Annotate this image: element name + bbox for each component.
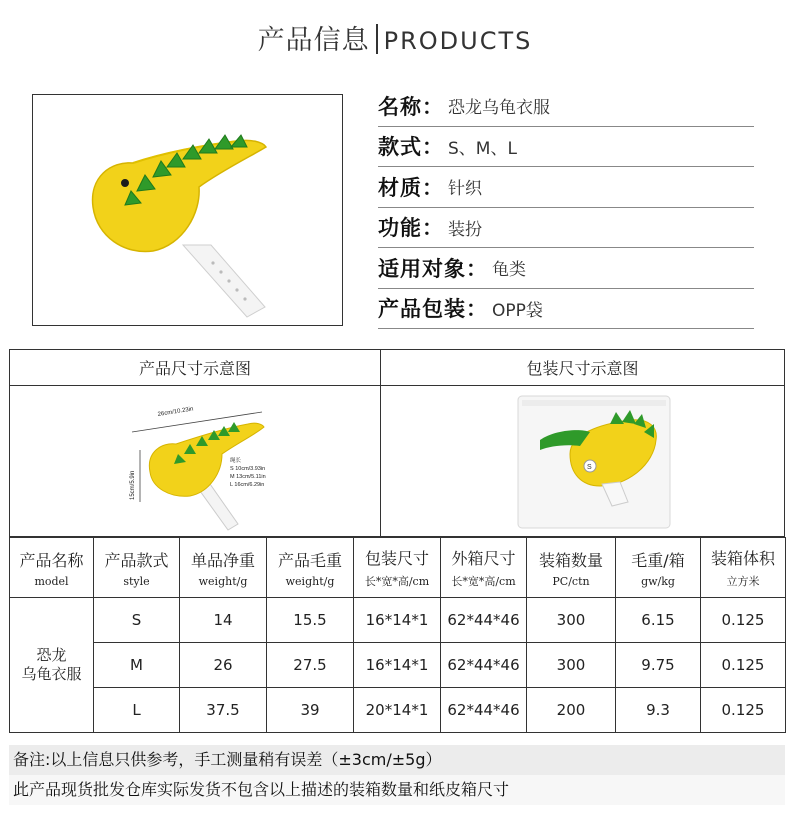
header-cell: 毛重/箱 gw/kg (616, 538, 701, 598)
size-tag-label: S (587, 464, 592, 471)
net-weight-cell: 26 (180, 643, 267, 688)
gross-weight-cell: 15.5 (267, 598, 354, 643)
package-diagram-title: 包装尺寸示意图 (381, 350, 784, 386)
spec-header-row (10, 538, 786, 598)
package-size-cell: 20*14*1 (354, 688, 441, 733)
page-header (0, 18, 790, 57)
table-row (10, 643, 786, 688)
net-weight-cell: 37.5 (180, 688, 267, 733)
note-line-2: 此产品现货批发仓库实际发货不包含以上描述的装箱数量和纸皮箱尺寸 (9, 775, 785, 805)
quantity-cell: 300 (527, 598, 616, 643)
info-key: 功能： (378, 216, 444, 241)
net-weight-cell: 14 (180, 598, 267, 643)
info-row-style (378, 127, 754, 168)
strap (183, 245, 265, 317)
strap-title-label: 绳长 (230, 458, 242, 464)
package-size-cell: 16*14*1 (354, 643, 441, 688)
notes-block (9, 745, 785, 805)
info-value: 龟类 (492, 260, 526, 281)
header-cell: 产品毛重 weight/g (267, 538, 354, 598)
info-value: 装扮 (448, 219, 482, 240)
diagram-section (9, 349, 785, 537)
strap-l-label: L 16cm/6.29in (230, 482, 265, 488)
package-diagram (510, 394, 680, 534)
header-cell: 装箱数量 PC/ctn (527, 538, 616, 598)
height-label: 15cm/5.9in (130, 470, 136, 500)
gross-weight-cell: 39 (267, 688, 354, 733)
volume-cell: 0.125 (701, 598, 786, 643)
info-value: 恐龙乌龟衣服 (448, 98, 550, 119)
header-cell: 装箱体积 立方米 (701, 538, 786, 598)
header-cell: 外箱尺寸 长*宽*高/cm (441, 538, 527, 598)
header-cell: 单品净重 weight/g (180, 538, 267, 598)
info-key: 材质： (378, 175, 444, 200)
dino-shell-illustration (33, 95, 343, 326)
section-divider (380, 350, 381, 538)
package-size-cell: 16*14*1 (354, 598, 441, 643)
note-line-1: 备注:以上信息只供参考，手工测量稍有误差（±3cm/±5g） (9, 745, 785, 775)
style-cell: L (94, 688, 180, 733)
strap-m-label: M 13cm/5.11in (230, 474, 266, 480)
volume-cell: 0.125 (701, 688, 786, 733)
product-info-list (378, 86, 754, 329)
style-cell: M (94, 643, 180, 688)
carton-weight-cell: 9.75 (616, 643, 701, 688)
carton-weight-cell: 9.3 (616, 688, 701, 733)
info-row-name (378, 86, 754, 127)
strap-s-label: S 10cm/3.93in (230, 466, 266, 472)
carton-size-cell: 62*44*46 (441, 643, 527, 688)
info-key: 产品包装： (378, 297, 488, 322)
info-value: S、M、L (448, 138, 517, 159)
carton-size-cell: 62*44*46 (441, 688, 527, 733)
header-cell: 包装尺寸 长*宽*高/cm (354, 538, 441, 598)
info-row-target (378, 248, 754, 289)
quantity-cell: 300 (527, 643, 616, 688)
info-row-function (378, 208, 754, 249)
size-diagram (110, 392, 310, 532)
info-row-packaging (378, 289, 754, 330)
table-row (10, 598, 786, 643)
header-separator (376, 24, 378, 54)
header-cell: 产品名称 model (10, 538, 94, 598)
info-row-material (378, 167, 754, 208)
gross-weight-cell: 27.5 (267, 643, 354, 688)
info-key: 名称： (378, 94, 444, 119)
carton-weight-cell: 6.15 (616, 598, 701, 643)
product-name-cell: 恐龙 乌龟衣服 (10, 598, 94, 733)
spec-table (9, 537, 786, 733)
info-key: 适用对象： (378, 256, 488, 281)
size-diagram-title: 产品尺寸示意图 (10, 350, 380, 386)
header-title-zh: 产品信息 (257, 25, 370, 56)
info-value: 针织 (448, 179, 482, 200)
table-row (10, 688, 786, 733)
style-cell: S (94, 598, 180, 643)
volume-cell: 0.125 (701, 643, 786, 688)
length-label: 26cm/10.23in (157, 406, 194, 418)
quantity-cell: 200 (527, 688, 616, 733)
info-key: 款式： (378, 135, 444, 160)
header-cell: 产品款式 style (94, 538, 180, 598)
info-value: OPP袋 (492, 300, 543, 321)
header-title-en: PRODUCTS (383, 27, 533, 55)
product-photo (32, 94, 343, 326)
carton-size-cell: 62*44*46 (441, 598, 527, 643)
